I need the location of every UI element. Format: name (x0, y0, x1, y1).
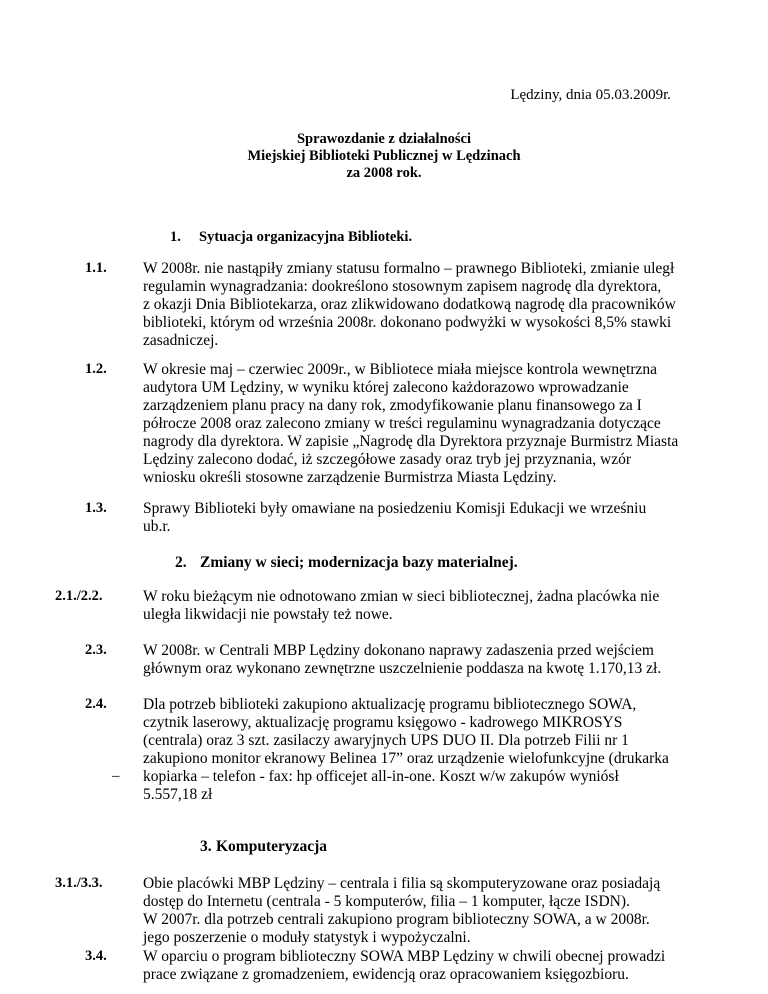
paragraph-2-4 (143, 696, 693, 804)
text-line: głównym oraz wykonano zewnętrzne uszczelnienie poddasza na kwotę 1.170,13 zł. (143, 660, 662, 677)
section-1-number: 1. (170, 229, 181, 245)
text-line: Dla potrzeb biblioteki zakupiono aktualizację programu bibliotecznego SOWA, (143, 696, 637, 713)
text-line: W okresie maj – czerwiec 2009r., w Bibliotece miała miejsce kontrola wewnętrzna (143, 361, 658, 378)
text-line: zarządzeniem planu pracy na dany rok, zmodyfikowanie planu finansowego za I (143, 397, 642, 414)
section-1-heading: Sytuacja organizacyjna Biblioteki. (199, 229, 413, 245)
text-line: regulamin wynagradzania: dookreślono stosownym zapisem nagrodę dla dyrektora, (143, 278, 662, 295)
text-line: Sprawy Biblioteki były omawiane na posiedzeniu Komisji Edukacji we wrześniu (143, 500, 647, 517)
text-line: zasadniczej. (143, 332, 219, 349)
text-line: z okazji Dnia Bibliotekarza, oraz zlikwidowano dodatkową nagrodę dla pracowników (143, 296, 676, 313)
text-line: W 2008r. w Centrali MBP Lędziny dokonano naprawy zadaszenia przed wejściem (143, 642, 654, 659)
title-line-3: za 2008 rok. (346, 165, 422, 181)
text-line: biblioteki, którym od września 2008r. dokonano podwyżki w wysokości 8,5% stawki (143, 314, 672, 331)
paragraph-1-3 (143, 500, 693, 536)
text-line: ub.r. (143, 518, 171, 535)
text-line: dostęp do Internetu (centrala - 5 komputerów, filia – 1 komputer, łącze ISDN). (143, 893, 630, 910)
text-line: czytnik laserowy, aktualizację programu księgowo - kadrowego MIKROSYS (143, 714, 623, 731)
text-line: (centrala) oraz 3 szt. zasilaczy awaryjnych UPS DUO II. Dla potrzeb Filii nr 1 (143, 732, 629, 749)
paragraph-number: 2.4. (85, 696, 107, 712)
text-line: wniosku określi stosowne zarządzenie Burmistrza Miasta Lędziny. (143, 469, 557, 486)
paragraph-number: 1.2. (85, 361, 107, 377)
text-line: 5.557,18 zł (143, 786, 213, 803)
paragraph-number: 3.4. (85, 948, 107, 964)
section-2-heading: Zmiany w sieci; modernizacja bazy materialnej. (200, 554, 518, 571)
paragraph-1-2 (143, 361, 693, 487)
text-line: zakupiono monitor ekranowy Belinea 17” oraz urządzenie wielofunkcyjne (drukarka (143, 750, 669, 767)
paragraph-number: 3.1./3.3. (55, 875, 103, 891)
section-3-number: 3. (200, 838, 212, 855)
paragraph-2-3 (143, 642, 693, 678)
paragraph-number: 1.1. (85, 260, 107, 276)
title-line-2: Miejskiej Biblioteki Publicznej w Lędzinach (247, 148, 521, 164)
text-line: W oparciu o program biblioteczny SOWA MBP Lędziny w chwili obecnej prowadzi (143, 948, 666, 965)
text-line: audytora UM Lędziny, w wyniku której zalecono każdorazowo wprowadzanie (143, 379, 629, 396)
paragraph-3-1 (143, 875, 693, 947)
paragraph-number: 1.3. (85, 500, 107, 516)
section-3-heading: Komputeryzacja (216, 838, 328, 855)
document-title (0, 131, 768, 182)
text-line: prace związane z gromadzeniem, ewidencją oraz opracowaniem księgozbioru. (143, 966, 629, 983)
paragraph-2-1 (143, 588, 693, 624)
paragraph-number: 2.1./2.2. (55, 588, 103, 604)
text-line: półrocze 2008 oraz zalecono zmiany w treści regulaminu wynagradzania dotyczące (143, 415, 661, 432)
title-line-1: Sprawozdanie z działalności (296, 131, 471, 147)
text-line: Lędziny zalecono dodać, iż szczegółowe zasady oraz tryb jej przyznania, wzór (143, 451, 632, 468)
text-line: W roku bieżącym nie odnotowano zmian w sieci bibliotecznej, żadna placówka nie (143, 588, 660, 605)
text-line: jego poszerzenie o moduły statystyk i wypożyczalni. (143, 929, 471, 946)
paragraph-1-1 (143, 260, 693, 350)
date-line: Lędziny, dnia 05.03.2009r. (510, 87, 671, 103)
text-line: kopiarka – telefon - fax: hp officejet all-in-one. Koszt w/w zakupów wyniósł (143, 768, 619, 785)
text-line: W 2008r. nie nastąpiły zmiany statusu formalno – prawnego Biblioteki, zmianie uległ (143, 260, 675, 277)
text-line: Obie placówki MBP Lędziny – centrala i filia są skomputeryzowane oraz posiadają (143, 875, 661, 892)
text-line: uległa likwidacji nie powstały też nowe. (143, 606, 393, 623)
paragraph-3-4 (143, 948, 693, 984)
text-line: nagrody dla dyrektora. W zapisie „Nagrodę dla Dyrektora przyznaje Burmistrz Miasta (143, 433, 679, 450)
text-line: W 2007r. dla potrzeb centrali zakupiono program biblioteczny SOWA, a w 2008r. (143, 911, 650, 928)
section-2-number: 2. (175, 554, 187, 571)
paragraph-number: 2.3. (85, 642, 107, 658)
dash-mark: – (112, 768, 120, 784)
